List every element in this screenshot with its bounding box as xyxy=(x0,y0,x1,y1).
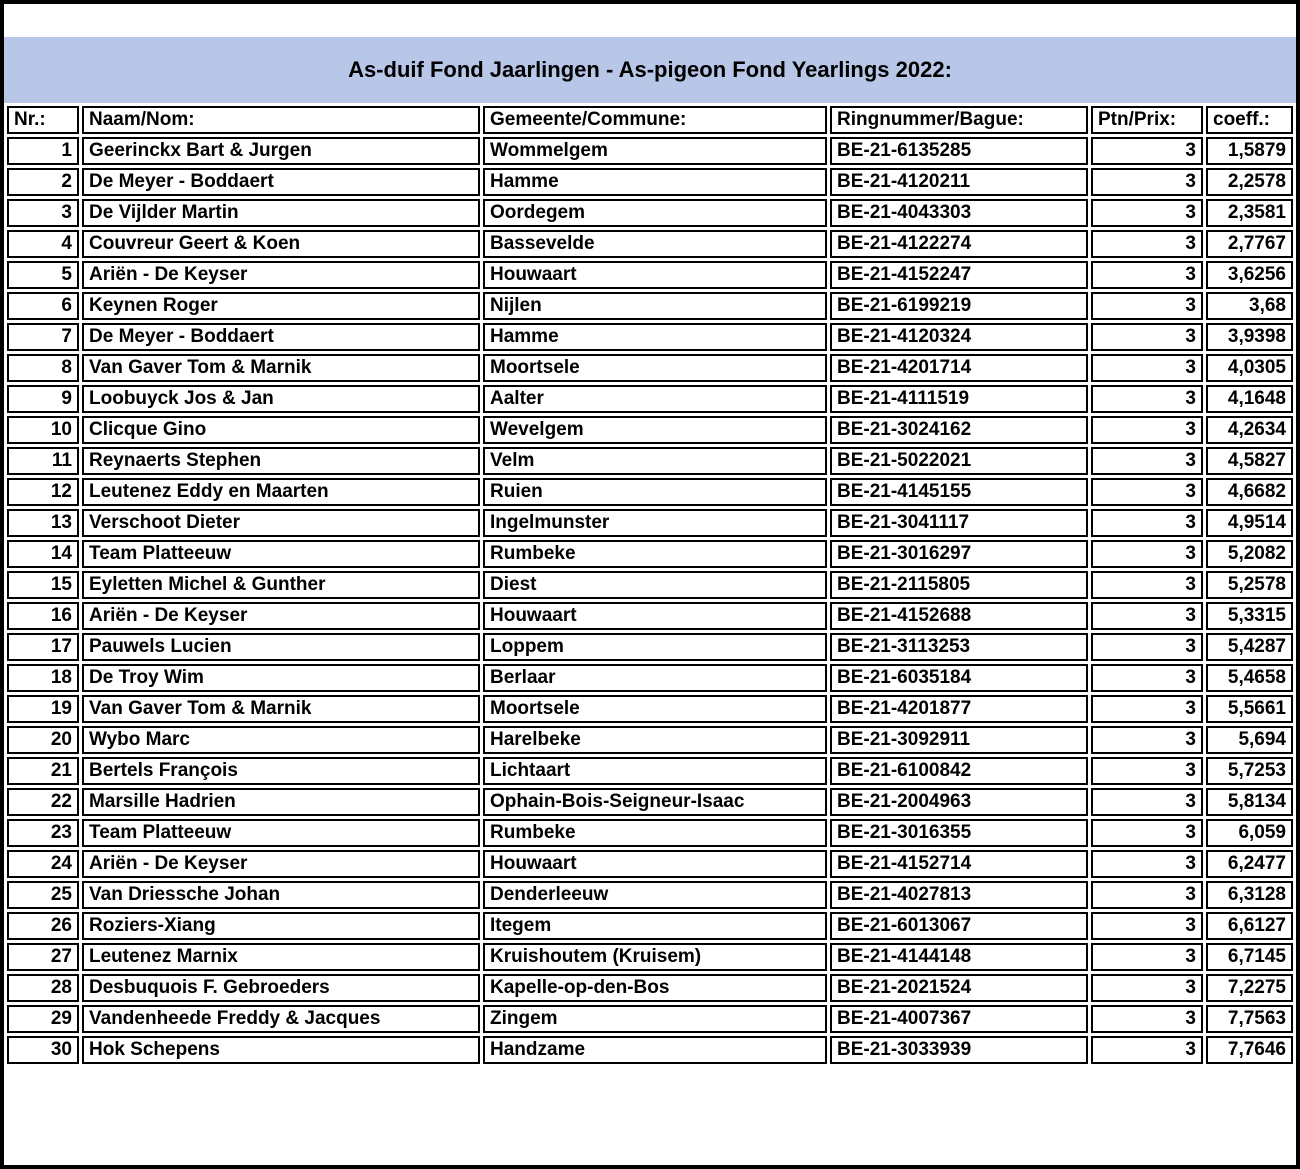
cell-coeff: 1,5879 xyxy=(1206,137,1293,165)
cell-coeff: 5,694 xyxy=(1206,726,1293,754)
cell-nr: 17 xyxy=(7,633,79,661)
cell-nr: 10 xyxy=(7,416,79,444)
cell-nr: 21 xyxy=(7,757,79,785)
cell-nr: 13 xyxy=(7,509,79,537)
cell-ptn: 3 xyxy=(1091,819,1203,847)
table-row xyxy=(7,478,1293,506)
cell-gemeente: Berlaar xyxy=(483,664,827,692)
cell-coeff: 4,1648 xyxy=(1206,385,1293,413)
cell-gemeente: Ruien xyxy=(483,478,827,506)
cell-naam: Geerinckx Bart & Jurgen xyxy=(82,137,480,165)
cell-ptn: 3 xyxy=(1091,540,1203,568)
cell-ptn: 3 xyxy=(1091,602,1203,630)
cell-coeff: 5,5661 xyxy=(1206,695,1293,723)
cell-ringnummer: BE-21-6135285 xyxy=(830,137,1088,165)
page-title: As-duif Fond Jaarlingen - As-pigeon Fond Yearlings 2022: xyxy=(348,57,952,82)
table-row xyxy=(7,323,1293,351)
cell-ptn: 3 xyxy=(1091,230,1203,258)
cell-nr: 14 xyxy=(7,540,79,568)
cell-ringnummer: BE-21-3041117 xyxy=(830,509,1088,537)
cell-gemeente: Itegem xyxy=(483,912,827,940)
cell-coeff: 7,7646 xyxy=(1206,1036,1293,1064)
cell-naam: Wybo Marc xyxy=(82,726,480,754)
cell-coeff: 5,4287 xyxy=(1206,633,1293,661)
cell-ptn: 3 xyxy=(1091,850,1203,878)
cell-naam: Ariën - De Keyser xyxy=(82,850,480,878)
cell-nr: 6 xyxy=(7,292,79,320)
cell-naam: Ariën - De Keyser xyxy=(82,602,480,630)
cell-ringnummer: BE-21-6199219 xyxy=(830,292,1088,320)
cell-nr: 16 xyxy=(7,602,79,630)
cell-ptn: 3 xyxy=(1091,1036,1203,1064)
table-row xyxy=(7,633,1293,661)
cell-gemeente: Hamme xyxy=(483,168,827,196)
cell-gemeente: Houwaart xyxy=(483,602,827,630)
cell-coeff: 6,7145 xyxy=(1206,943,1293,971)
cell-coeff: 5,8134 xyxy=(1206,788,1293,816)
cell-ringnummer: BE-21-2021524 xyxy=(830,974,1088,1002)
table-row xyxy=(7,261,1293,289)
cell-gemeente: Moortsele xyxy=(483,354,827,382)
cell-ptn: 3 xyxy=(1091,757,1203,785)
cell-ringnummer: BE-21-3016355 xyxy=(830,819,1088,847)
cell-coeff: 5,7253 xyxy=(1206,757,1293,785)
table-row xyxy=(7,912,1293,940)
cell-coeff: 2,3581 xyxy=(1206,199,1293,227)
cell-naam: Marsille Hadrien xyxy=(82,788,480,816)
cell-nr: 2 xyxy=(7,168,79,196)
cell-gemeente: Handzame xyxy=(483,1036,827,1064)
table-row xyxy=(7,137,1293,165)
table-row xyxy=(7,416,1293,444)
cell-coeff: 2,7767 xyxy=(1206,230,1293,258)
cell-nr: 22 xyxy=(7,788,79,816)
cell-ptn: 3 xyxy=(1091,509,1203,537)
cell-ptn: 3 xyxy=(1091,726,1203,754)
cell-ptn: 3 xyxy=(1091,292,1203,320)
results-body xyxy=(7,137,1293,1064)
cell-ptn: 3 xyxy=(1091,943,1203,971)
cell-ringnummer: BE-21-2004963 xyxy=(830,788,1088,816)
cell-coeff: 7,7563 xyxy=(1206,1005,1293,1033)
title-band xyxy=(4,37,1296,103)
cell-naam: Leutenez Eddy en Maarten xyxy=(82,478,480,506)
cell-nr: 30 xyxy=(7,1036,79,1064)
cell-nr: 29 xyxy=(7,1005,79,1033)
cell-gemeente: Velm xyxy=(483,447,827,475)
cell-gemeente: Wevelgem xyxy=(483,416,827,444)
cell-ringnummer: BE-21-4152714 xyxy=(830,850,1088,878)
cell-ringnummer: BE-21-3092911 xyxy=(830,726,1088,754)
cell-ptn: 3 xyxy=(1091,788,1203,816)
cell-naam: Bertels François xyxy=(82,757,480,785)
cell-ptn: 3 xyxy=(1091,1005,1203,1033)
cell-nr: 4 xyxy=(7,230,79,258)
cell-nr: 1 xyxy=(7,137,79,165)
cell-ptn: 3 xyxy=(1091,354,1203,382)
cell-naam: De Meyer - Boddaert xyxy=(82,168,480,196)
cell-nr: 3 xyxy=(7,199,79,227)
cell-gemeente: Moortsele xyxy=(483,695,827,723)
cell-coeff: 5,2082 xyxy=(1206,540,1293,568)
table-row xyxy=(7,571,1293,599)
cell-ptn: 3 xyxy=(1091,385,1203,413)
cell-coeff: 5,4658 xyxy=(1206,664,1293,692)
cell-gemeente: Bassevelde xyxy=(483,230,827,258)
cell-coeff: 5,3315 xyxy=(1206,602,1293,630)
cell-naam: Van Gaver Tom & Marnik xyxy=(82,695,480,723)
cell-nr: 5 xyxy=(7,261,79,289)
cell-gemeente: Houwaart xyxy=(483,261,827,289)
cell-naam: Reynaerts Stephen xyxy=(82,447,480,475)
cell-coeff: 4,6682 xyxy=(1206,478,1293,506)
cell-ptn: 3 xyxy=(1091,478,1203,506)
table-row xyxy=(7,664,1293,692)
cell-gemeente: Loppem xyxy=(483,633,827,661)
cell-naam: Verschoot Dieter xyxy=(82,509,480,537)
cell-nr: 11 xyxy=(7,447,79,475)
cell-nr: 23 xyxy=(7,819,79,847)
cell-nr: 7 xyxy=(7,323,79,351)
cell-ptn: 3 xyxy=(1091,447,1203,475)
cell-gemeente: Lichtaart xyxy=(483,757,827,785)
cell-gemeente: Houwaart xyxy=(483,850,827,878)
cell-naam: Team Platteeuw xyxy=(82,540,480,568)
cell-ringnummer: BE-21-4201714 xyxy=(830,354,1088,382)
cell-gemeente: Kapelle-op-den-Bos xyxy=(483,974,827,1002)
cell-gemeente: Wommelgem xyxy=(483,137,827,165)
cell-ringnummer: BE-21-4043303 xyxy=(830,199,1088,227)
table-row xyxy=(7,354,1293,382)
cell-ptn: 3 xyxy=(1091,416,1203,444)
cell-nr: 12 xyxy=(7,478,79,506)
table-row xyxy=(7,385,1293,413)
cell-naam: Desbuquois F. Gebroeders xyxy=(82,974,480,1002)
cell-nr: 15 xyxy=(7,571,79,599)
cell-ringnummer: BE-21-4152247 xyxy=(830,261,1088,289)
cell-ringnummer: BE-21-5022021 xyxy=(830,447,1088,475)
table-row xyxy=(7,447,1293,475)
cell-ringnummer: BE-21-4145155 xyxy=(830,478,1088,506)
cell-gemeente: Zingem xyxy=(483,1005,827,1033)
column-header-ringnummer: Ringnummer/Bague: xyxy=(830,106,1088,134)
table-row xyxy=(7,292,1293,320)
cell-ringnummer: BE-21-4122274 xyxy=(830,230,1088,258)
table-row xyxy=(7,695,1293,723)
table-row xyxy=(7,757,1293,785)
column-header-gemeente: Gemeente/Commune: xyxy=(483,106,827,134)
cell-coeff: 6,6127 xyxy=(1206,912,1293,940)
cell-naam: Eyletten Michel & Gunther xyxy=(82,571,480,599)
cell-naam: Roziers-Xiang xyxy=(82,912,480,940)
cell-ringnummer: BE-21-3113253 xyxy=(830,633,1088,661)
cell-ptn: 3 xyxy=(1091,664,1203,692)
cell-gemeente: Rumbeke xyxy=(483,819,827,847)
cell-coeff: 4,5827 xyxy=(1206,447,1293,475)
cell-naam: Van Gaver Tom & Marnik xyxy=(82,354,480,382)
table-row xyxy=(7,819,1293,847)
cell-nr: 19 xyxy=(7,695,79,723)
column-header-coeff: coeff.: xyxy=(1206,106,1293,134)
cell-coeff: 5,2578 xyxy=(1206,571,1293,599)
cell-ringnummer: BE-21-4144148 xyxy=(830,943,1088,971)
cell-ringnummer: BE-21-6013067 xyxy=(830,912,1088,940)
table-row xyxy=(7,1005,1293,1033)
cell-gemeente: Oordegem xyxy=(483,199,827,227)
cell-gemeente: Denderleeuw xyxy=(483,881,827,909)
cell-nr: 24 xyxy=(7,850,79,878)
table-row xyxy=(7,509,1293,537)
cell-ringnummer: BE-21-2115805 xyxy=(830,571,1088,599)
cell-coeff: 4,9514 xyxy=(1206,509,1293,537)
results-table xyxy=(4,103,1296,1067)
cell-coeff: 3,68 xyxy=(1206,292,1293,320)
cell-nr: 26 xyxy=(7,912,79,940)
cell-nr: 18 xyxy=(7,664,79,692)
table-row xyxy=(7,881,1293,909)
cell-gemeente: Harelbeke xyxy=(483,726,827,754)
cell-ringnummer: BE-21-3033939 xyxy=(830,1036,1088,1064)
column-header-nr: Nr.: xyxy=(7,106,79,134)
cell-gemeente: Diest xyxy=(483,571,827,599)
cell-ringnummer: BE-21-3016297 xyxy=(830,540,1088,568)
cell-nr: 8 xyxy=(7,354,79,382)
column-header-naam: Naam/Nom: xyxy=(82,106,480,134)
cell-naam: De Troy Wim xyxy=(82,664,480,692)
table-row xyxy=(7,540,1293,568)
table-row xyxy=(7,943,1293,971)
cell-naam: Clicque Gino xyxy=(82,416,480,444)
cell-naam: Vandenheede Freddy & Jacques xyxy=(82,1005,480,1033)
cell-ringnummer: BE-21-4201877 xyxy=(830,695,1088,723)
header-row xyxy=(7,106,1293,134)
cell-ringnummer: BE-21-4120211 xyxy=(830,168,1088,196)
cell-nr: 20 xyxy=(7,726,79,754)
cell-coeff: 3,6256 xyxy=(1206,261,1293,289)
cell-naam: Loobuyck Jos & Jan xyxy=(82,385,480,413)
cell-ptn: 3 xyxy=(1091,323,1203,351)
cell-ringnummer: BE-21-4007367 xyxy=(830,1005,1088,1033)
cell-gemeente: Aalter xyxy=(483,385,827,413)
cell-naam: Couvreur Geert & Koen xyxy=(82,230,480,258)
cell-nr: 9 xyxy=(7,385,79,413)
cell-naam: Hok Schepens xyxy=(82,1036,480,1064)
cell-ringnummer: BE-21-3024162 xyxy=(830,416,1088,444)
cell-ptn: 3 xyxy=(1091,261,1203,289)
cell-naam: De Meyer - Boddaert xyxy=(82,323,480,351)
cell-coeff: 7,2275 xyxy=(1206,974,1293,1002)
cell-coeff: 6,3128 xyxy=(1206,881,1293,909)
cell-naam: De Vijlder Martin xyxy=(82,199,480,227)
table-row xyxy=(7,602,1293,630)
cell-gemeente: Hamme xyxy=(483,323,827,351)
cell-nr: 28 xyxy=(7,974,79,1002)
cell-naam: Leutenez Marnix xyxy=(82,943,480,971)
table-row xyxy=(7,199,1293,227)
cell-gemeente: Rumbeke xyxy=(483,540,827,568)
cell-ptn: 3 xyxy=(1091,168,1203,196)
table-row xyxy=(7,1036,1293,1064)
cell-gemeente: Nijlen xyxy=(483,292,827,320)
cell-ptn: 3 xyxy=(1091,912,1203,940)
cell-ptn: 3 xyxy=(1091,633,1203,661)
table-row xyxy=(7,850,1293,878)
cell-ptn: 3 xyxy=(1091,695,1203,723)
cell-naam: Ariën - De Keyser xyxy=(82,261,480,289)
cell-naam: Keynen Roger xyxy=(82,292,480,320)
cell-nr: 25 xyxy=(7,881,79,909)
table-row xyxy=(7,230,1293,258)
cell-ptn: 3 xyxy=(1091,881,1203,909)
cell-coeff: 3,9398 xyxy=(1206,323,1293,351)
cell-nr: 27 xyxy=(7,943,79,971)
cell-ringnummer: BE-21-4027813 xyxy=(830,881,1088,909)
cell-naam: Pauwels Lucien xyxy=(82,633,480,661)
table-row xyxy=(7,788,1293,816)
cell-naam: Van Driessche Johan xyxy=(82,881,480,909)
cell-coeff: 4,2634 xyxy=(1206,416,1293,444)
cell-ptn: 3 xyxy=(1091,974,1203,1002)
cell-coeff: 4,0305 xyxy=(1206,354,1293,382)
column-header-ptn: Ptn/Prix: xyxy=(1091,106,1203,134)
cell-ringnummer: BE-21-4120324 xyxy=(830,323,1088,351)
table-row xyxy=(7,726,1293,754)
cell-naam: Team Platteeuw xyxy=(82,819,480,847)
top-white-strip xyxy=(4,4,1296,37)
cell-ringnummer: BE-21-6035184 xyxy=(830,664,1088,692)
cell-coeff: 6,2477 xyxy=(1206,850,1293,878)
cell-ptn: 3 xyxy=(1091,137,1203,165)
cell-ringnummer: BE-21-6100842 xyxy=(830,757,1088,785)
cell-gemeente: Ingelmunster xyxy=(483,509,827,537)
cell-ptn: 3 xyxy=(1091,571,1203,599)
table-row xyxy=(7,168,1293,196)
table-row xyxy=(7,974,1293,1002)
cell-gemeente: Kruishoutem (Kruisem) xyxy=(483,943,827,971)
cell-ringnummer: BE-21-4111519 xyxy=(830,385,1088,413)
cell-coeff: 6,059 xyxy=(1206,819,1293,847)
cell-gemeente: Ophain-Bois-Seigneur-Isaac xyxy=(483,788,827,816)
cell-ringnummer: BE-21-4152688 xyxy=(830,602,1088,630)
cell-ptn: 3 xyxy=(1091,199,1203,227)
cell-coeff: 2,2578 xyxy=(1206,168,1293,196)
